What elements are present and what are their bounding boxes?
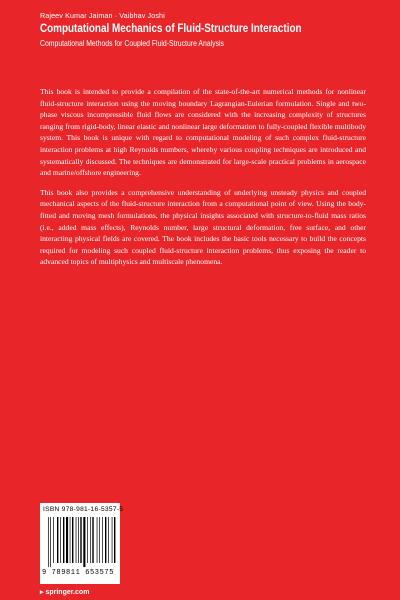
book-title: Computational Mechanics of Fluid-Structure Interaction: [40, 23, 302, 35]
barcode-icon: [48, 517, 116, 567]
authors: Rajeev Kumar Jaiman · Vaibhav Joshi: [40, 11, 165, 20]
blurb: [40, 86, 366, 276]
blurb-paragraph: This book is intended to provide a compilation of the state-of-the-art numerical methods for nonlinear fluid-structure interaction using the moving boundary Lagrangian-Eulerian formulation. Single and two-phase viscous incompressible fluid flows are considered with the increasing complexity of structures ranging from rigid-body, linear elastic and nonlinear large deformation to fully-coupled flexible multibody system. This book is unique with regard to computational modeling of such complex fluid-structure interaction problems at high Reynolds numbers, whereby various coupling techniques are introduced and systematically discussed. The techniques are demonstrated for large-scale practical problems in aerospace and marine/offshore engineering.: [40, 87, 366, 178]
isbn-label: ISBN 978-981-16-5357-5: [43, 506, 124, 513]
ean-digits: 9 789811 653575: [42, 569, 115, 577]
book-subtitle: Computational Methods for Coupled Fluid-Structure Analysis: [40, 38, 224, 48]
blurb-paragraph: This book also provides a comprehensive understanding of underlying unsteady physics and coupled mechanical aspects of the fluid-structure interaction from a computational point of view. Using the body-fitted and moving mesh formulations, the physical insights associated with structure-to-fluid mass ratios (i.e., added mass effects), Reynolds number, large structural deformation, free surface, and other interacting physical fields are covered. The book includes the basic tools necessary to build the concepts required for modeling such coupled fluid-structure interaction problems, thus exposing the reader to advanced topics of multiphysics and multiscale phenomena.: [40, 187, 366, 267]
publisher-link[interactable]: ▸ springer.com: [40, 589, 90, 596]
isbn-barcode-box: [40, 503, 124, 584]
